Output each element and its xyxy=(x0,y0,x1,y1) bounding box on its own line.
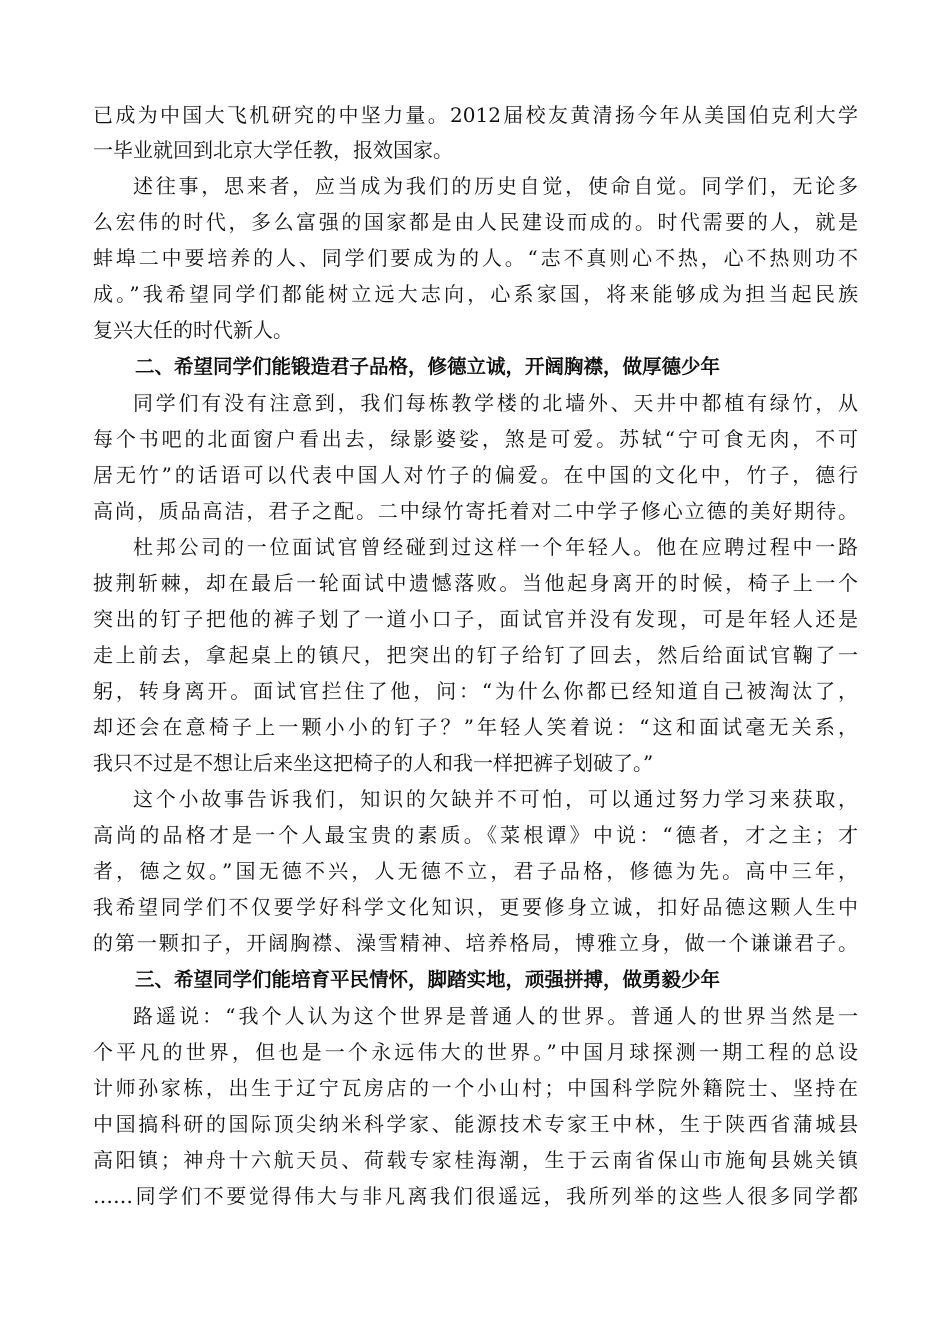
text-line: 走上前去，拿起桌上的镇尺，把突出的钉子给钉了回去，然后给面试官鞠了一 xyxy=(93,643,858,667)
text-line: 已成为中国大飞机研究的中坚力量。2012届校友黄清扬今年从美国伯克利大学 xyxy=(93,103,858,127)
text-line: 蚌埠二中要培养的人、同学们要成为的人。“志不真则心不热，心不热则功不 xyxy=(93,246,858,270)
text-line: 高尚，质品高洁，君子之配。二中绿竹寄托着对二中学子修心立德的美好期待。 xyxy=(93,499,858,523)
text-line: ……同学们不要觉得伟大与非凡离我们很遥远，我所列举的这些人很多同学都 xyxy=(93,1184,858,1208)
text-line: 高尚的品格才是一个人最宝贵的素质。《菜根谭》中说：“德者，才之主；才 xyxy=(93,823,858,847)
paragraph-first-line: 路遥说：“我个人认为这个世界是普通人的世界。普通人的世界当然是一 xyxy=(133,1004,858,1028)
paragraph-first-line: 同学们有没有注意到，我们每栋教学楼的北墙外、天井中都植有绿竹，从 xyxy=(133,391,858,415)
text-line: 者，德之奴。”国无德不兴，人无德不立，君子品格，修德为先。高中三年， xyxy=(93,859,858,883)
text-line: 计师孙家栋，出生于辽宁瓦房店的一个小山村；中国科学院外籍院士、坚持在 xyxy=(93,1076,858,1100)
paragraph-first-line: 这个小故事告诉我们，知识的欠缺并不可怕，可以通过努力学习来获取， xyxy=(133,787,858,811)
text-line: 我希望同学们不仅要学好科学文化知识，更要修身立诚，扣好品德这颗人生中 xyxy=(93,895,858,919)
text-line: 一毕业就回到北京大学任教，报效国家。 xyxy=(93,138,453,162)
text-line: 么宏伟的时代，多么富强的国家都是由人民建设而成的。时代需要的人，就是 xyxy=(93,210,858,234)
text-line: 的第一颗扣子，开阔胸襟、澡雪精神、培养格局，博雅立身，做一个谦谦君子。 xyxy=(93,931,858,955)
text-line: 突出的钉子把他的裤子划了一道小口子，面试官并没有发现，可是年轻人还是 xyxy=(93,607,858,631)
text-line: 高阳镇；神舟十六航天员、荷载专家桂海潮，生于云南省保山市施甸县姚关镇 xyxy=(93,1148,858,1172)
text-line: 躬，转身离开。面试官拦住了他，问：“为什么你都已经知道自己被淘汰了， xyxy=(93,679,858,703)
text-line: 每个书吧的北面窗户看出去，绿影婆娑，煞是可爱。苏轼“宁可食无肉，不可 xyxy=(93,427,858,451)
text-line: 复兴大任的时代新人。 xyxy=(93,318,293,342)
section-heading-3: 三、希望同学们能培育平民情怀，脚踏实地，顽强拼搏，做勇毅少年 xyxy=(135,968,721,991)
paragraph-first-line: 杜邦公司的一位面试官曾经碰到过这样一个年轻人。他在应聘过程中一路 xyxy=(133,535,858,559)
text-line: 却还会在意椅子上一颗小小的钉子？”年轻人笑着说：“这和面试毫无关系， xyxy=(93,715,858,739)
text-line: 披荆斩棘，却在最后一轮面试中遗憾落败。当他起身离开的时候，椅子上一个 xyxy=(93,571,858,595)
section-heading-2: 二、希望同学们能锻造君子品格，修德立诚，开阔胸襟，做厚德少年 xyxy=(135,355,721,378)
text-line: 个平凡的世界，但也是一个永远伟大的世界。”中国月球探测一期工程的总设 xyxy=(93,1040,858,1064)
text-line: 居无竹”的话语可以代表中国人对竹子的偏爱。在中国的文化中，竹子，德行 xyxy=(93,463,858,487)
paragraph-first-line: 述往事，思来者，应当成为我们的历史自觉，使命自觉。同学们，无论多 xyxy=(133,174,858,198)
text-line: 我只不过是不想让后来坐这把椅子的人和我一样把裤子划破了。” xyxy=(93,751,654,775)
text-line: 中国搞科研的国际顶尖纳米科学家、能源技术专家王中林，生于陕西省蒲城县 xyxy=(93,1112,858,1136)
text-line: 成。”我希望同学们都能树立远大志向，心系家国，将来能够成为担当起民族 xyxy=(93,282,858,306)
